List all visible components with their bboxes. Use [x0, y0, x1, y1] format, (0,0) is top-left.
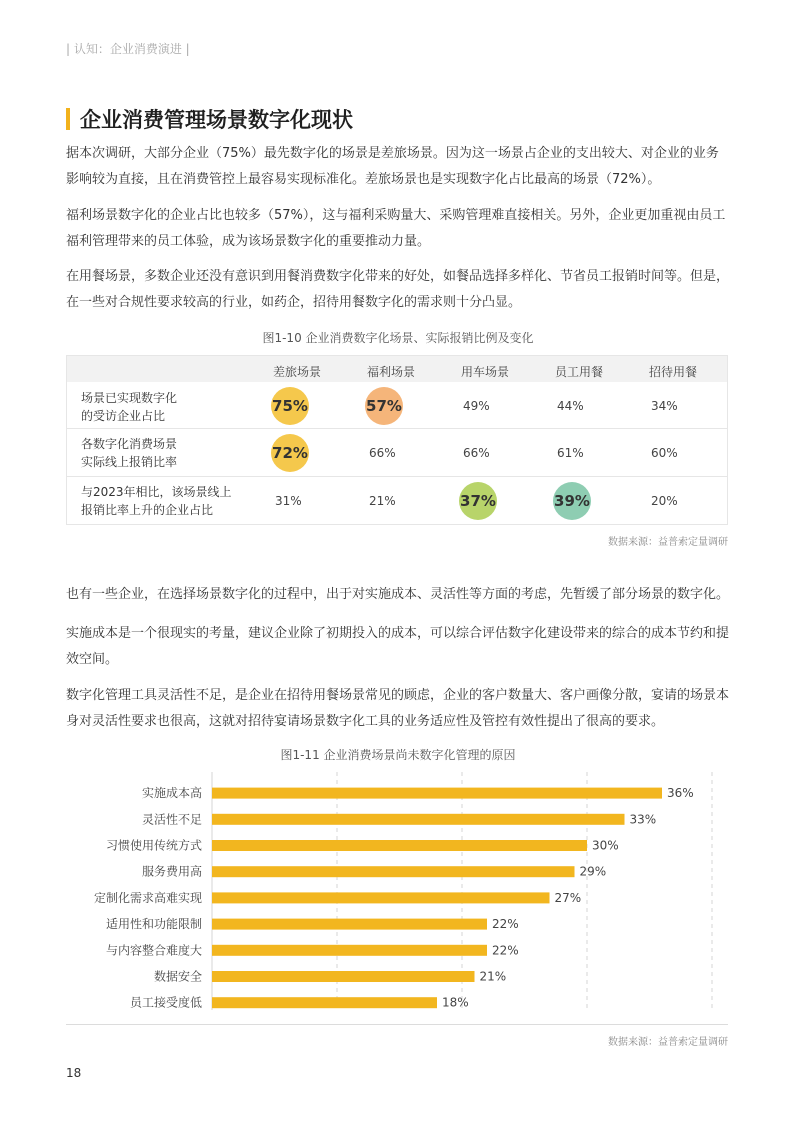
table-header-row: [67, 356, 727, 382]
paragraph-2: 福利场景数字化的企业占比也较多（57%），这与福利采购量大、采购管理难直接相关。另外，企业更加重视由员工福利管理带来的员工体验，成为该场景数字化的重要推动力量。: [66, 208, 726, 249]
paragraph-6: 数字化管理工具灵活性不足，是企业在招待用餐场景常见的顾虑，企业的客户数量大、客户画像分散，宴请的场景本身对灵活性要求也很高，这就对招待宴请场景数字化工具的业务适应性及管控有效性提出了很高的要求。: [66, 688, 730, 729]
chart-bar: [212, 997, 437, 1008]
page-number: 18: [66, 1066, 82, 1080]
chart-category-label: 数据安全: [153, 969, 202, 984]
chart-bar: [212, 971, 475, 982]
reasons-bar-chart: [66, 770, 728, 1015]
figure-1-source: 数据来源：益普索定量调研: [608, 537, 728, 548]
paragraph-1: 据本次调研，大部分企业（75%）最先数字化的场景是差旅场景。因为这一场景占企业的支出较大、对企业的业务影响较为直接，且在消费管控上最容易实现标准化。差旅场景也是实现数字化占比最高的场景（72%）。: [66, 146, 719, 187]
chart-category-label: 适用性和功能限制: [105, 917, 202, 932]
section-title: [66, 104, 353, 134]
chart-bar: [212, 840, 587, 851]
table-cell: 60%: [651, 446, 678, 460]
table-cell: 20%: [651, 494, 678, 508]
table-cell: 44%: [557, 399, 584, 413]
chart-value-label: 22%: [492, 943, 519, 958]
figure-2-source: 数据来源：益普索定量调研: [608, 1037, 728, 1048]
table-cell: 34%: [651, 399, 678, 413]
chart-category-label: 习惯使用传统方式: [105, 838, 202, 853]
table-cell: 21%: [369, 494, 396, 508]
table-col-header: 员工用餐: [555, 365, 604, 379]
table-cell-highlight: 37%: [459, 482, 497, 520]
chart-value-label: 30%: [592, 838, 619, 853]
table-row-label: 与2023年相比，该场景线上 报销比率上升的企业占比: [81, 485, 232, 517]
chart-bar: [212, 945, 487, 956]
chart-value-label: 29%: [579, 864, 607, 879]
chart-bar: [212, 814, 625, 825]
chart-bar: [212, 919, 487, 930]
table-cell: 66%: [369, 446, 396, 460]
table-cell: 61%: [557, 446, 584, 460]
paragraph-5: 实施成本是一个很现实的考量，建议企业除了初期投入的成本，可以综合评估数字化建设带来的综合的成本节约和提效空间。: [66, 626, 730, 667]
paragraph-4: 也有一些企业，在选择场景数字化的过程中，出于对实施成本、灵活性等方面的考虑，先暂缓了部分场景的数字化。: [66, 587, 730, 602]
row-divider: [67, 476, 727, 477]
figure-1-title: 图1-10 企业消费数字化场景、实际报销比例及变化: [262, 331, 534, 345]
paragraph-3: 在用餐场景，多数企业还没有意识到用餐消费数字化带来的好处，如餐品选择多样化、节省员工报销时间等。但是，在一些对合规性要求较高的行业，如药企，招待用餐数字化的需求则十分凸显。: [66, 269, 730, 310]
chart-category-label: 定制化需求高难实现: [93, 890, 202, 905]
chart-bar: [212, 866, 575, 877]
chart-category-label: 实施成本高: [141, 786, 202, 801]
figure-2-title: 图1-11 企业消费场景尚未数字化管理的原因: [280, 748, 516, 762]
table-cell: 31%: [275, 494, 302, 508]
table-row-label: 各数字化消费场景 实际线上报销比率: [81, 437, 178, 469]
chart-value-label: 27%: [554, 890, 582, 905]
table-cell-highlight: 72%: [271, 434, 309, 472]
row-divider: [67, 428, 727, 429]
section-heading: 企业消费管理场景数字化现状: [80, 108, 353, 132]
chart-value-label: 36%: [667, 786, 694, 801]
chart-value-label: 22%: [492, 917, 519, 932]
chart-bar: [212, 788, 662, 799]
table-cell: 66%: [463, 446, 490, 460]
table-cell-highlight: 75%: [271, 387, 309, 425]
table-col-header: 福利场景: [367, 365, 416, 379]
table-cell-highlight: 39%: [553, 482, 591, 520]
table-cell: 49%: [463, 399, 490, 413]
title-accent-bar: [66, 108, 70, 130]
chart-category-label: 与内容整合难度大: [105, 943, 202, 958]
table-cell-highlight: 57%: [365, 387, 403, 425]
chart-bar: [212, 892, 550, 903]
table-col-header: 差旅场景: [273, 365, 322, 379]
chart-category-label: 服务费用高: [141, 864, 202, 879]
chart-value-label: 21%: [479, 969, 507, 984]
chart-value-label: 18%: [442, 995, 469, 1010]
chart-category-label: 员工接受度低: [129, 995, 202, 1010]
table-row-label: 场景已实现数字化 的受访企业占比: [81, 391, 178, 423]
chart-category-label: 灵活性不足: [141, 812, 202, 827]
scenario-table: [66, 355, 728, 525]
table-col-header: 用车场景: [461, 365, 510, 379]
chart-value-label: 33%: [629, 812, 657, 827]
table-col-header: 招待用餐: [649, 365, 698, 379]
chart-bottom-line: [66, 1024, 728, 1025]
page-header: | 认知：企业消费演进 |: [66, 42, 190, 56]
